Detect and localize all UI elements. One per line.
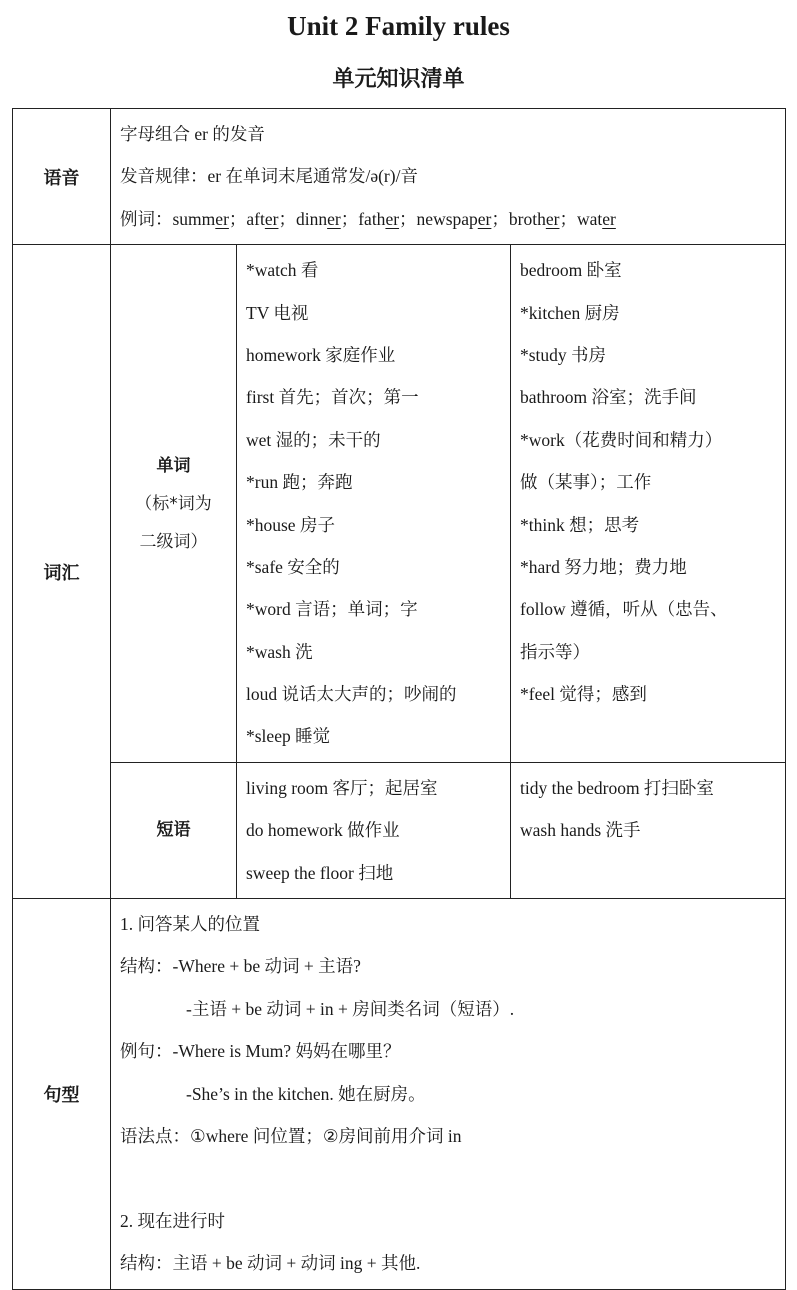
examples-prefix: 例词： [120, 208, 173, 229]
word-item: bathroom 浴室；洗手间 [520, 387, 697, 408]
example-word: brother [508, 208, 560, 229]
word-item: loud 说话太大声的；吵闹的 [246, 684, 457, 705]
word-item: *feel 觉得；感到 [520, 684, 647, 705]
sentence-heading-2: 2. 现在进行时 [120, 1210, 225, 1231]
word-item: wet 湿的；未干的 [246, 429, 381, 450]
phrases-column-1 [237, 762, 511, 898]
phrase-item: sweep the floor 扫地 [246, 862, 394, 883]
sentence-grammar: 语法点：①where 问位置；②房间前用介词 in [120, 1125, 462, 1146]
sentence-structure-1: 结构：-Where + be 动词 + 主语? [120, 956, 361, 977]
phrases-label-cell [111, 762, 237, 898]
word-item: *wash 洗 [246, 641, 313, 662]
phrase-item: wash hands 洗手 [520, 820, 641, 841]
pronunciation-rule: 发音规律：er 在单词末尾通常发/ə(r)/音 [120, 166, 418, 187]
words-column-2 [511, 245, 786, 763]
phrases-label: 短语 [156, 820, 191, 841]
example-word: newspaper [416, 208, 492, 229]
words-column-1 [237, 245, 511, 763]
word-item: follow 遵循，听从（忠告、 [520, 599, 728, 620]
example-separator: ； [340, 208, 359, 229]
example-word: dinner [295, 208, 341, 229]
word-item: *work（花费时间和精力） [520, 429, 723, 450]
word-item: 指示等） [520, 641, 590, 662]
spacer [120, 1157, 777, 1199]
word-item: *kitchen 厨房 [520, 302, 620, 323]
pronunciation-content [111, 109, 786, 245]
pronunciation-examples [120, 198, 777, 240]
phrase-item: living room 客厅；起居室 [246, 777, 438, 798]
sentence-structure-2: -主语 + be 动词 + in + 房间类名词（短语）. [186, 998, 515, 1019]
word-item: *think 想；思考 [520, 514, 640, 535]
word-item: *word 言语；单词；字 [246, 599, 418, 620]
sentences-row [13, 899, 786, 1290]
word-item: *watch 看 [246, 260, 319, 281]
word-item: TV 电视 [246, 302, 309, 323]
example-word: water [576, 208, 616, 229]
example-separator: ； [278, 208, 296, 229]
sentence-heading-1: 1. 问答某人的位置 [120, 914, 260, 935]
vocabulary-phrases-row [13, 762, 786, 898]
words-note-line1: （标*词为 [135, 493, 212, 514]
word-item: *run 跑；奔跑 [246, 472, 353, 493]
example-word: summer [172, 208, 229, 229]
example-separator: ； [559, 208, 577, 229]
vocabulary-words-row [13, 245, 786, 763]
phrase-item: tidy the bedroom 打扫卧室 [520, 777, 714, 798]
example-word: after [246, 208, 279, 229]
knowledge-table [12, 108, 786, 1290]
word-item: *safe 安全的 [246, 556, 340, 577]
word-item: *house 房子 [246, 514, 335, 535]
pronunciation-label: 语音 [13, 109, 111, 245]
example-separator: ； [491, 208, 509, 229]
words-label: 单词 [156, 455, 191, 476]
words-note-line2: 二级词） [139, 531, 208, 552]
word-item: first 首先；首次；第一 [246, 387, 419, 408]
word-item: 做（某事）；工作 [520, 472, 652, 493]
sentence-example-1: 例句：-Where is Mum? 妈妈在哪里？ [120, 1041, 401, 1062]
sentences-label: 句型 [13, 899, 111, 1290]
word-item: homework 家庭作业 [246, 344, 396, 365]
pronunciation-heading: 字母组合 er 的发音 [120, 124, 265, 144]
sentences-content [111, 899, 786, 1290]
example-separator: ； [228, 208, 247, 229]
word-item: *study 书房 [520, 344, 607, 365]
word-item: *sleep 睡觉 [246, 726, 331, 747]
example-separator: ； [399, 208, 417, 229]
page-subtitle: 单元知识清单 [332, 67, 465, 92]
example-word-list [173, 209, 616, 229]
word-item: *hard 努力地；费力地 [520, 556, 687, 577]
sentence-structure-3: 结构：主语 + be 动词 + 动词 ing + 其他. [120, 1253, 421, 1274]
vocabulary-label: 词汇 [13, 245, 111, 899]
phrase-item: do homework 做作业 [246, 820, 400, 841]
word-item: bedroom 卧室 [520, 260, 622, 281]
example-word: father [358, 208, 400, 229]
pronunciation-row [13, 109, 786, 245]
words-label-cell [111, 245, 237, 763]
page-title: Unit 2 Family rules [287, 11, 510, 41]
phrases-column-2 [511, 762, 786, 898]
sentence-example-2: -She’s in the kitchen. 她在厨房。 [186, 1083, 426, 1104]
